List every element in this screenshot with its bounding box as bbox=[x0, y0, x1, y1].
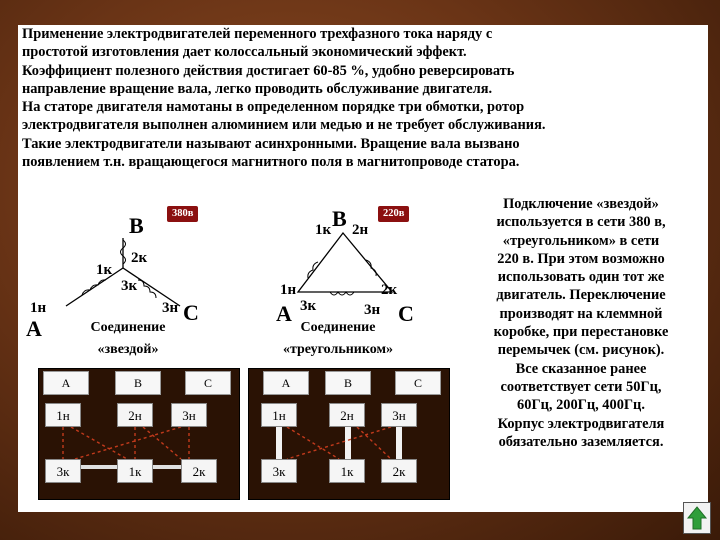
side-line: использовать один тот же bbox=[497, 269, 665, 286]
delta-label-3k: 3к bbox=[300, 298, 317, 314]
delta-coil-trace bbox=[287, 427, 339, 459]
star-header-a: А bbox=[43, 371, 89, 395]
side-line: 60Гц, 200Гц, 400Гц. bbox=[517, 397, 645, 414]
delta-phase-a: А bbox=[276, 301, 292, 326]
star-header-c: С bbox=[185, 371, 231, 395]
star-terminal-1n: 1н bbox=[45, 403, 81, 427]
delta-label-2k: 2к bbox=[381, 282, 398, 298]
side-line: коробке, при перестановке bbox=[493, 324, 669, 341]
delta-triangle bbox=[298, 233, 392, 292]
star-label-3k: 3к bbox=[121, 278, 138, 294]
side-line: Все сказанное ранее bbox=[515, 360, 647, 377]
delta-caption bbox=[258, 320, 418, 358]
arrow-up-icon bbox=[684, 503, 710, 533]
side-line: Корпус электродвигателя bbox=[497, 415, 665, 432]
side-line: соответствует сети 50Гц, bbox=[500, 378, 662, 395]
star-header-b: В bbox=[115, 371, 161, 395]
intro-line: Коэффициент полезного действия достигает 60-85 %, удобно реверсировать bbox=[22, 62, 515, 79]
intro-line: появлением т.н. вращающегося магнитного поля в магнитопроводе статора. bbox=[22, 154, 520, 171]
star-terminal-2n: 2н bbox=[117, 403, 153, 427]
star-label-3n: 3н bbox=[162, 300, 179, 316]
star-terminal-box bbox=[38, 368, 240, 500]
intro-line: простотой изготовления дает колоссальный экономический эффект. bbox=[22, 44, 467, 61]
star-coil-trace bbox=[71, 427, 127, 459]
delta-coil-trace bbox=[287, 427, 391, 459]
delta-coil-left bbox=[308, 262, 318, 278]
delta-terminal-2k: 2к bbox=[381, 459, 417, 483]
side-line: 220 в. При этом возможно bbox=[497, 250, 665, 267]
delta-label-3n: 3н bbox=[364, 302, 381, 318]
star-voltage-badge: 380в bbox=[167, 206, 198, 222]
star-label-1n: 1н bbox=[30, 300, 47, 316]
delta-terminal-1n: 1н bbox=[261, 403, 297, 427]
intro-line: электродвигателя выполнен алюминием или медью и не требует обслуживания. bbox=[22, 117, 546, 134]
side-line: производят на клеммной bbox=[499, 305, 663, 322]
next-slide-button[interactable] bbox=[683, 502, 711, 534]
delta-terminal-3n: 3н bbox=[381, 403, 417, 427]
delta-coil-trace bbox=[357, 427, 391, 459]
star-terminal-1k: 1к bbox=[117, 459, 153, 483]
delta-phase-b: В bbox=[332, 206, 347, 231]
side-line: обязательно заземляется. bbox=[498, 433, 664, 450]
delta-terminal-box bbox=[248, 368, 450, 500]
intro-line: Применение электродвигателей переменного трехфазного тока наряду с bbox=[22, 26, 493, 42]
delta-terminal-1k: 1к bbox=[329, 459, 365, 483]
delta-label-1n: 1н bbox=[280, 282, 297, 298]
intro-line: Такие электродвигатели называют асинхронными. Вращение вала вызвано bbox=[22, 135, 520, 152]
intro-line: На статоре двигателя намотаны в определенном порядке три обмотки, ротор bbox=[22, 99, 525, 116]
delta-caption-line: Соединение bbox=[300, 320, 376, 335]
side-line: Подключение «звездой» bbox=[503, 196, 659, 212]
delta-header-b: В bbox=[325, 371, 371, 395]
star-caption-line: Соединение bbox=[90, 320, 166, 335]
star-caption-line: «звездой» bbox=[97, 342, 159, 357]
delta-header-a: А bbox=[263, 371, 309, 395]
star-phase-c: С bbox=[183, 300, 199, 325]
star-label-2k: 2к bbox=[131, 250, 148, 266]
star-terminal-3n: 3н bbox=[171, 403, 207, 427]
delta-terminal-3k: 3к bbox=[261, 459, 297, 483]
star-phase-b: В bbox=[129, 213, 144, 238]
delta-caption-line: «треугольником» bbox=[282, 342, 394, 357]
delta-label-2n: 2н bbox=[352, 222, 369, 238]
star-label-1k: 1к bbox=[96, 262, 113, 278]
delta-label-1k: 1к bbox=[315, 222, 332, 238]
delta-voltage-badge: 220в bbox=[378, 206, 409, 222]
side-line: перемычек (см. рисунок). bbox=[497, 342, 665, 359]
intro-line: направление вращение вала, легко проводить обслуживание двигателя. bbox=[22, 80, 493, 97]
star-coil-trace bbox=[75, 427, 181, 459]
delta-header-c: С bbox=[395, 371, 441, 395]
star-phase-a: А bbox=[26, 316, 42, 341]
star-coil-trace bbox=[143, 427, 181, 459]
delta-terminal-2n: 2н bbox=[329, 403, 365, 427]
delta-phase-c: С bbox=[398, 301, 414, 326]
star-terminal-3k: 3к bbox=[45, 459, 81, 483]
star-terminal-2k: 2к bbox=[181, 459, 217, 483]
side-line: двигатель. Переключение bbox=[496, 287, 666, 304]
side-line: используется в сети 380 в, bbox=[496, 214, 666, 231]
side-line: «треугольником» в сети bbox=[502, 232, 660, 249]
